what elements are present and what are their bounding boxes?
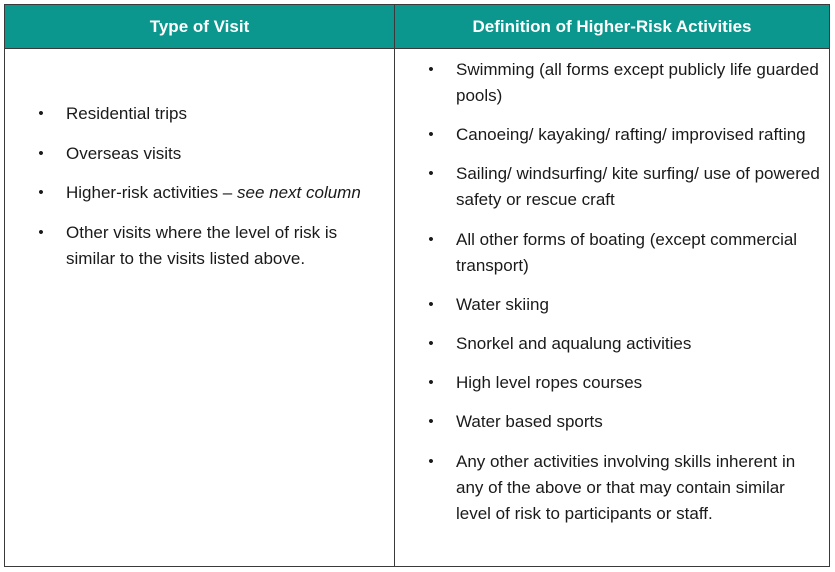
bullet-icon: •: [428, 334, 434, 352]
list-item: [395, 409, 827, 435]
activity-text: Water based sports: [456, 412, 603, 432]
list-item: [395, 370, 827, 396]
activities-cell: [395, 49, 829, 566]
bullet-icon: •: [428, 230, 434, 248]
visit-types-list: [5, 101, 390, 285]
bullet-icon: •: [428, 374, 434, 392]
list-item: [395, 331, 827, 357]
table-header-row: [5, 5, 829, 49]
visit-type-text: Overseas visits: [66, 143, 182, 163]
list-item: [395, 227, 827, 279]
visit-type-text: Other visits where the level of risk is similar to the visits listed above.: [66, 222, 338, 268]
header-definition: Definition of Higher-Risk Activities: [472, 16, 752, 36]
visit-type-text: Higher-risk activities –: [66, 183, 237, 202]
list-item: [5, 180, 390, 206]
bullet-icon: •: [38, 184, 44, 201]
bullet-icon: •: [38, 105, 44, 122]
visit-types-cell: [5, 49, 395, 566]
list-item: [5, 220, 390, 272]
list-item: [5, 101, 390, 127]
activity-text: Canoeing/ kayaking/ rafting/ improvised rafting: [456, 125, 806, 145]
activities-list: [395, 57, 827, 540]
table-body-row: [5, 49, 829, 566]
header-type-of-visit: Type of Visit: [5, 5, 395, 48]
activity-text: Water skiing: [456, 294, 549, 314]
list-item: [395, 449, 827, 527]
bullet-icon: •: [38, 223, 44, 241]
activity-text: Sailing/ windsurfing/ kite surfing/ use of powered safety or rescue craft: [456, 164, 820, 210]
list-item: [395, 161, 827, 213]
bullet-icon: •: [428, 61, 434, 78]
bullet-icon: •: [428, 126, 434, 144]
see-next-column-note: see next column: [237, 183, 361, 202]
activity-text: Any other activities involving skills inherent in any of the above or that may contain similar level of risk to participants or staff.: [456, 451, 796, 523]
bullet-icon: •: [428, 295, 434, 313]
activity-text: Snorkel and aqualung activities: [456, 333, 692, 353]
visit-type-text: Residential trips: [66, 104, 187, 123]
bullet-icon: •: [428, 452, 434, 470]
list-item: [395, 292, 827, 318]
visits-table: [4, 4, 830, 567]
activity-text: All other forms of boating (except commercial transport): [456, 229, 798, 275]
bullet-icon: •: [428, 165, 434, 183]
activity-text: Swimming (all forms except publicly life guarded pools): [456, 60, 819, 105]
list-item: [395, 57, 827, 109]
list-item: [5, 141, 390, 167]
bullet-icon: •: [38, 144, 44, 162]
list-item: [395, 122, 827, 148]
activity-text: High level ropes courses: [456, 373, 643, 393]
bullet-icon: •: [428, 413, 434, 431]
